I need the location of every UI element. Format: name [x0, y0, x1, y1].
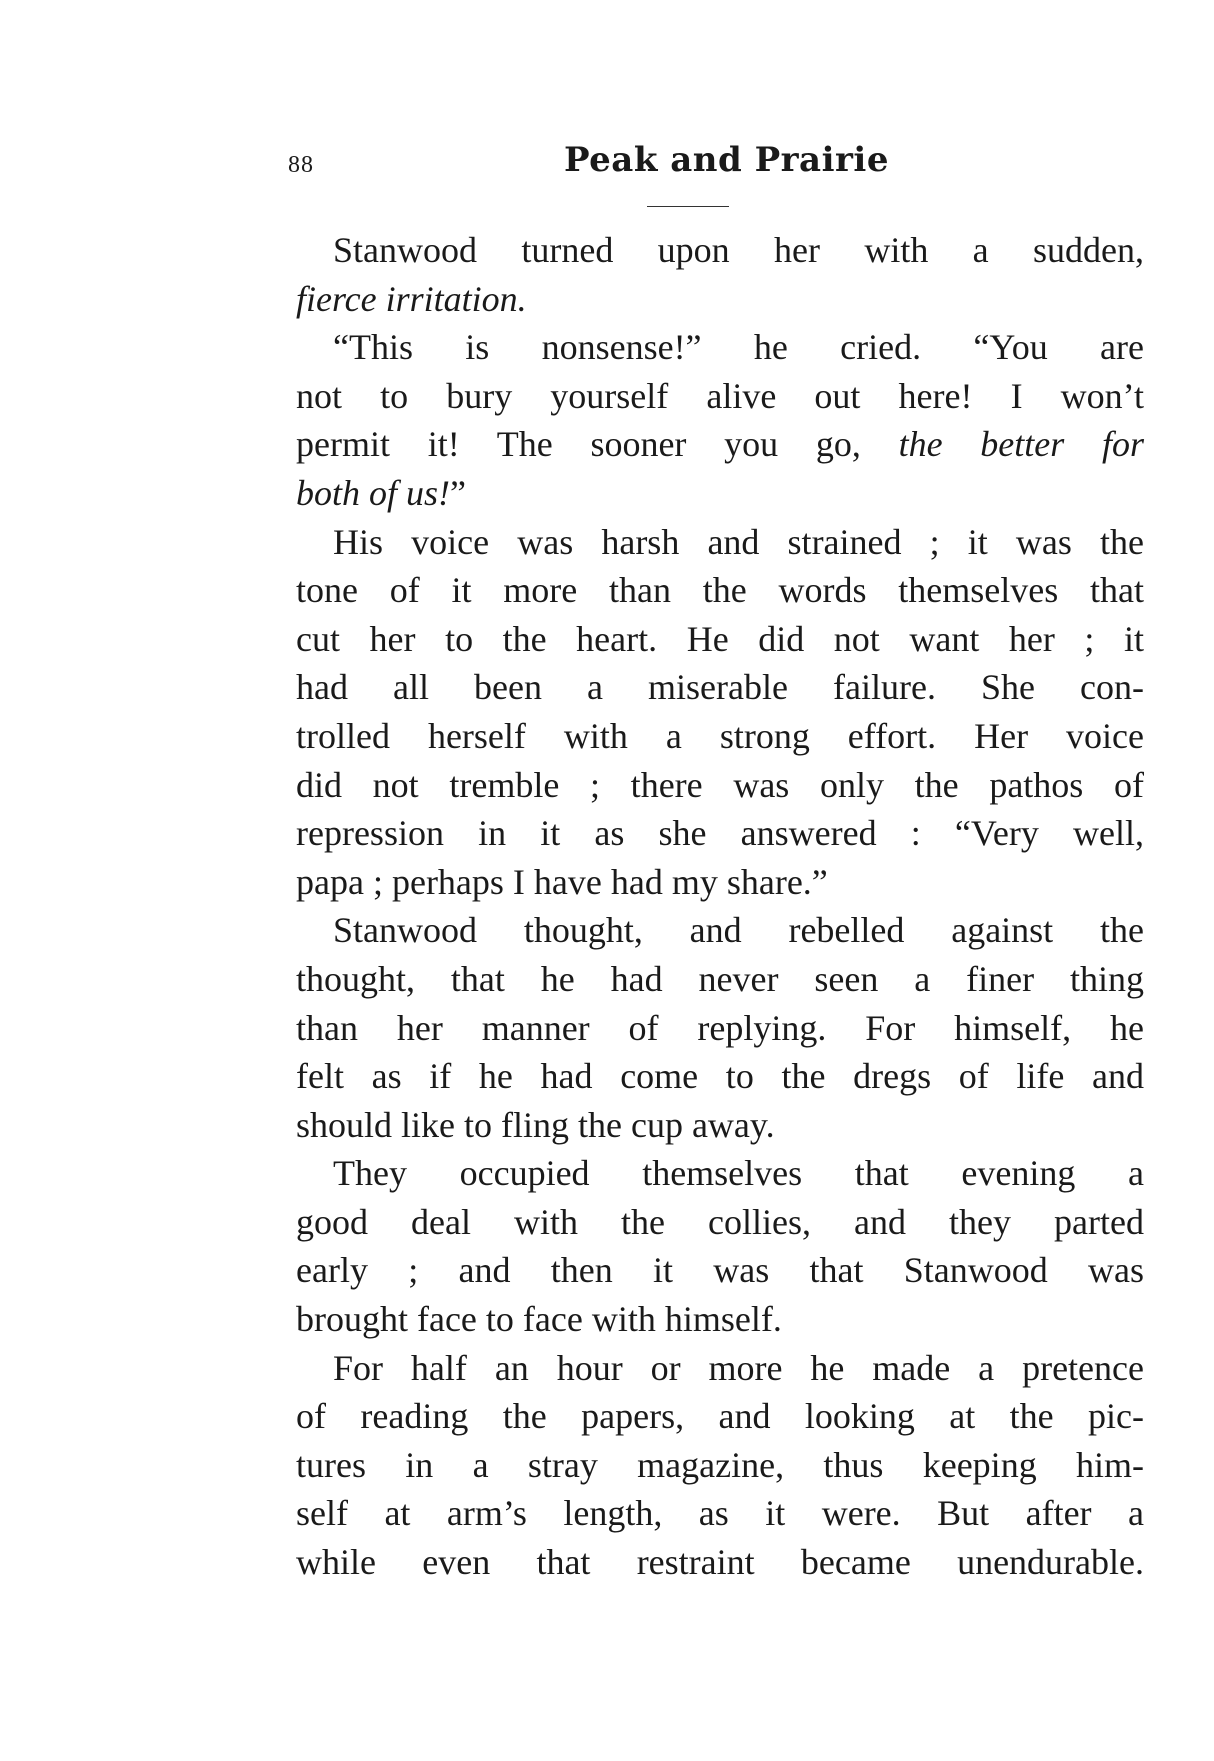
text-line: repression in it as she answered : “Very well,: [296, 813, 1144, 854]
text-line: both of us!”: [296, 472, 466, 513]
page-number: 88: [288, 152, 314, 178]
text-line: Stanwood turned upon her with a sudden,: [333, 230, 1144, 270]
text-line: His voice was harsh and strained ; it was the: [333, 521, 1144, 562]
text-line: trolled herself with a strong effort. Her voice: [296, 715, 1144, 756]
text-line: felt as if he had come to the dregs of life and: [296, 1056, 1144, 1097]
text-line: tone of it more than the words themselves that: [296, 570, 1144, 611]
text-line: tures in a stray magazine, thus keeping him-: [296, 1444, 1144, 1485]
text-line: They occupied themselves that evening a: [333, 1153, 1144, 1194]
text-line: For half an hour or more he made a pretence: [333, 1347, 1144, 1388]
text-line: thought, that he had never seen a finer thing: [296, 958, 1144, 999]
text-line: permit it! The sooner you go, the better for: [296, 424, 1144, 465]
text-line: “This is nonsense!” he cried. “You are: [333, 327, 1144, 368]
text-line: not to bury yourself alive out here! I won’t: [296, 375, 1144, 416]
text-line: cut her to the heart. He did not want her ; it: [296, 618, 1144, 659]
body-text: [296, 226, 1144, 1587]
text-line: than her manner of replying. For himself, he: [296, 1007, 1144, 1048]
text-line: good deal with the collies, and they parted: [296, 1201, 1144, 1242]
running-title: Peak and Prairie: [564, 140, 889, 180]
text-line: self at arm’s length, as it were. But after a: [296, 1493, 1144, 1534]
text-line: papa ; perhaps I have had my share.”: [296, 861, 828, 902]
text-line: had all been a miserable failure. She con-: [296, 667, 1144, 708]
text-line: while even that restraint became unendurable.: [296, 1542, 1144, 1583]
text-line: fierce irritation.: [296, 278, 527, 319]
text-line: should like to fling the cup away.: [296, 1104, 775, 1145]
running-head: [288, 140, 1148, 200]
text-line: brought face to face with himself.: [296, 1299, 782, 1340]
text-line: early ; and then it was that Stanwood was: [296, 1250, 1144, 1291]
text-line: Stanwood thought, and rebelled against the: [333, 910, 1144, 951]
text-line: of reading the papers, and looking at the pic-: [296, 1396, 1144, 1437]
header-rule: [647, 206, 729, 207]
text-line: did not tremble ; there was only the pathos of: [296, 764, 1144, 805]
